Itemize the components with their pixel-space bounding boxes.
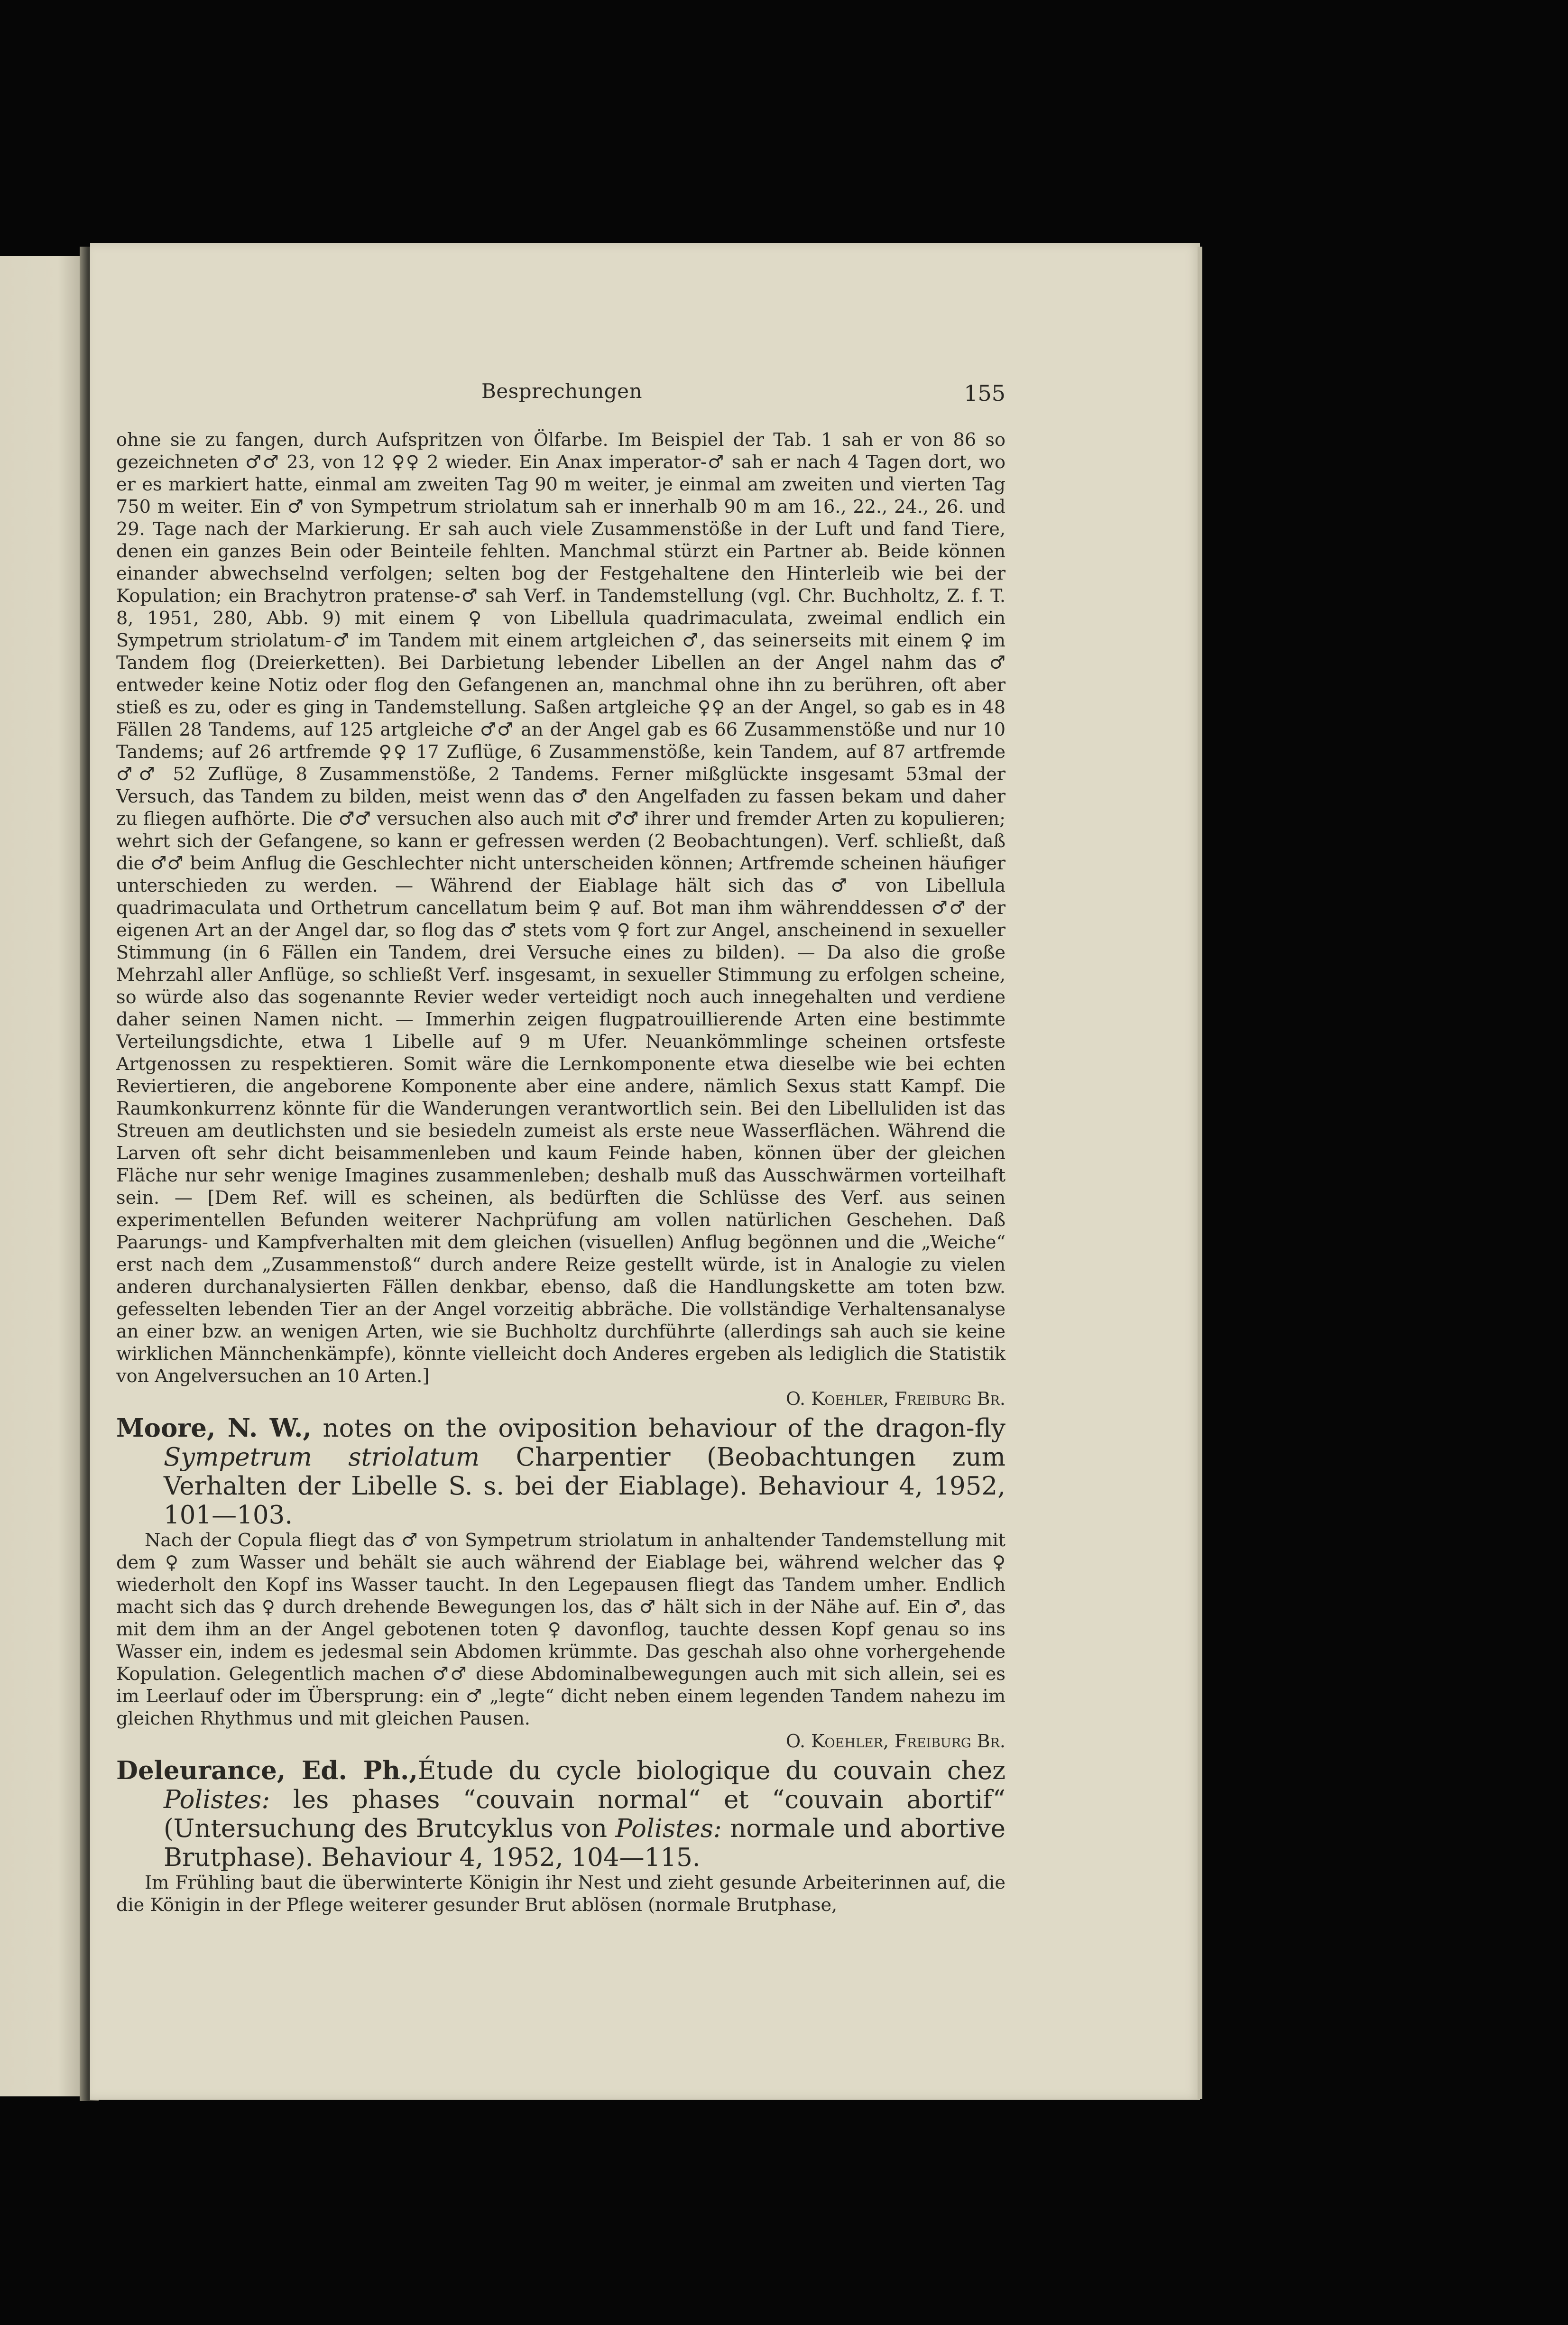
- review-title-part: normale und abortive Brutphase). Behaviour 4, 1952, 104—115.: [164, 1814, 1005, 1872]
- genus-name: Polistes:: [164, 1785, 270, 1814]
- review-heading: [116, 1414, 1005, 1530]
- review-signature: O. Koehler, Freiburg Br.: [786, 1731, 1005, 1752]
- running-header: [116, 379, 1005, 413]
- review-continuation-text: ohne sie zu fangen, durch Aufspritzen von Ölfarbe. Im Beispiel der Tab. 1 sah er von 86 so gezeichneten ♂♂ 23, von 12 ♀♀ 2 wieder. Ein Anax imperator-♂ sah er nach 4 Tagen dort, wo er es markiert hatte, einmal am zweiten Tag 90 m weiter, je einmal am zweiten und vierten Tag 750 m weiter. Ein ♂ von Sympetrum striolatum sah er innerhalb 90 m am 16., 22., 24., 26. und 29. Tage nach der Markierung. Er sah auch viele Zusammenstöße in der Luft und fand Tiere, denen ein ganzes Bein oder Beinteile fehlten. Manchmal stürzt ein Partner ab. Beide können einander abwechselnd verfolgen; selten bog der Festgehaltene den Hinterleib wie bei der Kopulation; ein Brachytron pratense-♂ sah Verf. in Tandemstellung (vgl. Chr. Buchholtz, Z. f. T. 8, 1951, 280, Abb. 9) mit einem ♀ von Libellula quadrimaculata, zweimal endlich ein Sympetrum striolatum-♂ im Tandem mit einem artgleichen ♂, das seinerseits mit einem ♀ im Tandem flog (Dreierketten). Bei Darbietung lebender Libellen an der Angel nahm das ♂ entweder keine Notiz oder flog den Gefangenen an, manchmal ohne ihn zu berühren, oft aber stieß es zu, oder es ging in Tandemstellung. Saßen artgleiche ♀♀ an der Angel, so gab es in 48 Fällen 28 Tandems, auf 125 artgleiche ♂♂ an der Angel gab es 66 Zusammenstöße und nur 10 Tandems; auf 26 artfremde ♀♀ 17 Zuflüge, 6 Zusammenstöße, kein Tandem, auf 87 artfremde ♂♂ 52 Zuflüge, 8 Zusammenstöße, 2 Tandems. Ferner mißglückte insgesamt 53mal der Versuch, das Tandem zu bilden, meist wenn das ♂ den Angelfaden zu fassen bekam und daher zu fliegen aufhörte. Die ♂♂ versuchen also auch mit ♂♂ ihrer und fremder Arten zu kopulieren; wehrt sich der Gefangene, so kann er gefressen werden (2 Beobachtungen). Verf. schließt, daß die ♂♂ beim Anflug die Geschlechter nicht unterscheiden können; Artfremde scheinen häufiger unterschieden zu werden. — Während der Eiablage hält sich das ♂ von Libellula quadrimaculata und Orthetrum cancellatum beim ♀ auf. Bot man ihm währenddessen ♂♂ der eigenen Art an der Angel dar, so flog das ♂ stets vom ♀ fort zur Angel, anscheinend in sexueller Stimmung (in 6 Fällen ein Tandem, drei Versuche eines zu bilden). — Da also die große Mehrzahl aller Anflüge, so schließt Verf. insgesamt, in sexueller Stimmung zu erfolgen scheine, so würde also das sogenannte Revier weder verteidigt noch auch innegehalten und verdiene daher seinen Namen nicht. — Immerhin zeigen flugpatrouillierende Arten eine bestimmte Verteilungsdichte, etwa 1 Libelle auf 9 m Ufer. Neuankömmlinge scheinen ortsfeste Artgenossen zu respektieren. Somit wäre die Lernkomponente etwa dieselbe wie bei echten Reviertieren, die angeborene Komponente aber eine andere, nämlich Sexus statt Kampf. Die Raumkonkurrenz könnte für die Wanderungen verantwortlich sein. Bei den Libelluliden ist das Streuen am deutlichsten und sie besiedeln zumeist als erste neue Wasserflächen. Während die Larven oft sehr dicht beisammenleben und kaum Feinde haben, können über der gleichen Fläche nur sehr wenige Imagines zusammenleben; deshalb muß das Ausschwärmen vorteilhaft sein. — [Dem Ref. will es scheinen, als bedürften die Schlüsse des Verf. aus seinen experimentellen Befunden weiterer Nachprüfung am vollen natürlichen Geschehen. Daß Paarungs- und Kampfverhalten mit dem gleichen (visuellen) Anflug begönnen und die „Weiche“ erst nach dem „Zusammenstoß“ durch andere Reize gestellt würde, ist in Analogie zu vielen anderen durchanalysierten Fällen denkbar, ebenso, daß die Handlungskette am toten bzw. gefesselten lebenden Tier an der Angel vorzeitig abbräche. Die vollständige Verhaltensanalyse an einer bzw. an wenigen Arten, wie sie Buchholtz durchführte (allerdings sah auch sie keine wirklichen Männchenkämpfe), könnte vielleicht doch Anderes ergeben als lediglich die Statistik von Angelversuchen an 10 Arten.]: [116, 430, 1005, 1387]
- review-title-part: notes on the oviposition behaviour of the dragon-fly: [323, 1414, 1005, 1443]
- genus-name: Polistes:: [615, 1814, 722, 1843]
- review-signature: O. Koehler, Freiburg Br.: [786, 1388, 1005, 1409]
- running-title: Besprechungen: [481, 379, 643, 403]
- review-author: Deleurance, Ed. Ph.,: [116, 1756, 418, 1785]
- facing-page-edge: [0, 256, 83, 2096]
- review-title-part: Charpentier (Beobachtungen zum Verhalten der Libelle S. s. bei der Eiablage). Behaviour 4, 1952, 101—103.: [164, 1443, 1005, 1530]
- page-edge-shadow: [1198, 247, 1202, 2099]
- species-name: Sympetrum striolatum: [164, 1443, 480, 1472]
- review-title-part: les phases “couvain normal“ et “couvain abortif“ (Untersuchung des Brutcyklus von: [164, 1785, 1005, 1843]
- review-text: Im Frühling baut die überwinterte Königin ihr Nest und zieht gesunde Arbeiterinnen auf, die die Königin in der Pflege weiterer gesunder Brut ablösen (normale Brutphase,: [116, 1873, 1005, 1916]
- page-number: 155: [964, 380, 1005, 406]
- review-author: Moore, N. W.,: [116, 1413, 312, 1443]
- review-title-part: Étude du cycle biologique du couvain chez: [417, 1756, 1005, 1785]
- review-text: Nach der Copula fliegt das ♂ von Sympetrum striolatum in anhaltender Tandemstellung mit dem ♀ zum Wasser und behält sie auch während der Eiablage bei, während welcher das ♀ wiederholt den Kopf ins Wasser taucht. In den Legepausen fliegt das Tandem umher. Endlich macht sich das ♀ durch drehende Bewegungen los, das ♂ hält sich in der Nähe auf. Ein ♂, das mit dem ihm an der Angel gebotenen toten ♀ davonflog, tauchte dessen Kopf genau so ins Wasser ein, indem es jedesmal sein Abdomen krümmte. Das geschah also ohne vorhergehende Kopulation. Gelegentlich machen ♂♂ diese Abdominalbewegungen auch mit sich allein, sei es im Leerlauf oder im Übersprung: ein ♂ „legte“ dicht neben einem legenden Tandem nahezu im gleichen Rhythmus und mit gleichen Pausen.: [116, 1530, 1005, 1729]
- review-heading: [116, 1756, 1005, 1872]
- page-body: [116, 429, 1005, 1917]
